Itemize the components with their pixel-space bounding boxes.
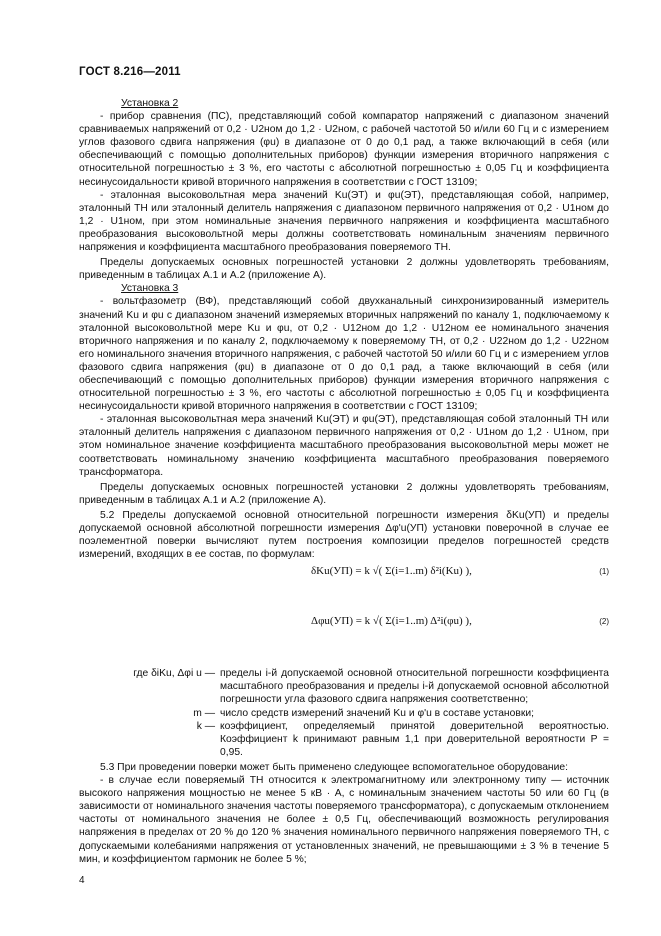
definition-text: коэффициент, определяемый принятой доверительной вероятностью. Коэффициент k принимают равным 1,1 при доверительной вероятности Р = 0,95.	[220, 720, 609, 758]
setup-2-comparator-paragraph: - прибор сравнения (ПС), представляющий собой компаратор напряжений с диапазоном значений сравниваемых напряжений от 0,2 · U2ном до 1,2 · U2ном, с рабочей частотой 50 и/или 60 Гц и с измерением углов фазового сдвига напряжения (φu) в диапазоне от 0 до 0,1 рад, а также включающий в себя (или обеспечивающий с помощью дополнительных приборов) функции измерения вторичного напряжения с относительной погрешностью ± 3 %, его частоты с абсолютной погрешностью ± 0,05 Гц и коэффициента несинусоидальности кривой вторичного напряжения в соответствии с ГОСТ 13109;	[79, 111, 609, 188]
formula-1	[79, 561, 609, 611]
definition-item	[79, 667, 609, 706]
definition-text: пределы i-й допускаемой основной относительной погрешности коэффициента масштабного преобразования и пределы i-й допускаемой основной абсолютной погрешности угла фазового сдвига напряжения соответственно;	[220, 668, 609, 706]
formula-2	[79, 611, 609, 661]
definitions-list	[79, 667, 609, 759]
formula-1-expression: δKu(УП) = k √( Σ(i=1..m) δ²i(Ku) ),	[311, 565, 472, 578]
setup-3-reference-measure-paragraph: - эталонная высоковольтная мера значений Ku(ЭТ) и φu(ЭТ), представляющая собой эталонный ТН или эталонный делитель напряжения с диапазоном первичного напряжения от 0,2 · U1ном до 1,2 · U1ном, при этом номинальное значение коэффициента масштабного преобразования высоковольтной меры может не соответствовать номинальному значению коэффициента масштабного преобразования поверяемого трансформатора.	[79, 414, 609, 478]
definition-text: число средств измерений значений Ku и φ'u в составе установки;	[220, 707, 534, 719]
definition-term: где δiKu, Δφi u —	[133, 668, 215, 680]
definition-term: m —	[193, 707, 215, 719]
definition-item	[79, 720, 609, 759]
section-5-3-intro: 5.3 При проведении поверки может быть применено следующее вспомогательное оборудование:	[100, 761, 568, 773]
formula-2-expression: Δφu(УП) = k √( Σ(i=1..m) Δ²i(φu) ),	[311, 615, 472, 628]
formula-1-number: (1)	[599, 567, 609, 577]
definition-term: k —	[196, 720, 215, 732]
setup-3-limits-paragraph: Пределы допускаемых основных погрешностей установки 2 должны удовлетворять требованиям, приведенным в таблицах А.1 и А.2 (приложение А).	[79, 481, 609, 506]
definition-item	[79, 707, 609, 720]
setup-3-voltphasemeter-paragraph: - вольтфазометр (ВФ), представляющий собой двухканальный синхронизированный измеритель значений Ku и φu с диапазоном значений измеряемых вторичных напряжений по каналу 1, подключаемому к эталонной высоковольтной мере Ku и φu, от 0,2 · U12ном до 1,2 · U12ном ее номинального значения вторичного напряжения и по каналу 2, подключаемому к поверяемому ТН, от 0,2 · U22ном до 1,2 · U22ном его номинального значения вторичного напряжения, с рабочей частотой 50 и/или 60 Гц и с измерением углов фазового сдвига напряжения (φu) в диапазоне от 0 до 0,1 рад, а также включающий в себя (или обеспечивающий с помощью дополнительных приборов) функции измерения вторичного напряжения с относительной погрешностью ± 3 %, его частоты с абсолютной погрешностью ± 0,05 Гц и коэффициента несинусоидальности кривой вторичного напряжения в соответствии с ГОСТ 13109;	[79, 296, 609, 413]
document-body	[79, 97, 609, 866]
setup-2-heading: Установка 2	[121, 98, 179, 109]
setup-2-reference-measure-paragraph: - эталонная высоковольтная мера значений Ku(ЭТ) и φu(ЭТ), представляющая собой, например, эталонный ТН или эталонный делитель напряжения с диапазоном первичного напряжения от 0,2 · U1ном до 1,2 · U1ном, при этом номинальные значения первичного напряжения и коэффициента масштабного преобразования высоковольтной меры должны соответствовать номинальным значениям первичного напряжения и коэффициента масштабного преобразования поверяемого ТН.	[79, 189, 609, 254]
section-5-2-paragraph: 5.2 Пределы допускаемой основной относительной погрешности измерения δKu(УП) и пределы допускаемой основной абсолютной погрешности измерения Δφ'u(УП) установки поверочной в случае ее поэлементной поверки вычисляют путем построения композиции пределов погрешностей средств измерений, входящих в ее состав, по формулам:	[79, 509, 609, 561]
formula-2-number: (2)	[599, 617, 609, 627]
document-header: ГОСТ 8.216—2011	[79, 66, 181, 78]
page-number: 4	[79, 875, 85, 886]
section-5-3-hv-source-paragraph: - в случае если поверяемый ТН относится к электромагнитному или электронному типу — источник высокого напряжения мощностью не менее 5 кВ · А, с номинальным значением частоты 50 или 60 Гц (в зависимости от номинального значения частоты поверяемого трансформатора), с допускаемым отклонением частоты от номинального значения не более ± 0,5 Гц, обеспечивающий возможность регулирования напряжения в пределах от 20 % до 120 % значения номинального первичного напряжения поверяемого ТН, с допускаемыми колебаниями напряжения от установленных значений, не превышающими ± 3 % в течение 5 мин, и коэффициентом гармоник не более 5 %;	[79, 775, 609, 865]
setup-2-limits-paragraph: Пределы допускаемых основных погрешностей установки 2 должны удовлетворять требованиям, приведенным в таблицах А.1 и А.2 (приложение А).	[79, 257, 609, 282]
setup-3-heading: Установка 3	[121, 283, 179, 295]
